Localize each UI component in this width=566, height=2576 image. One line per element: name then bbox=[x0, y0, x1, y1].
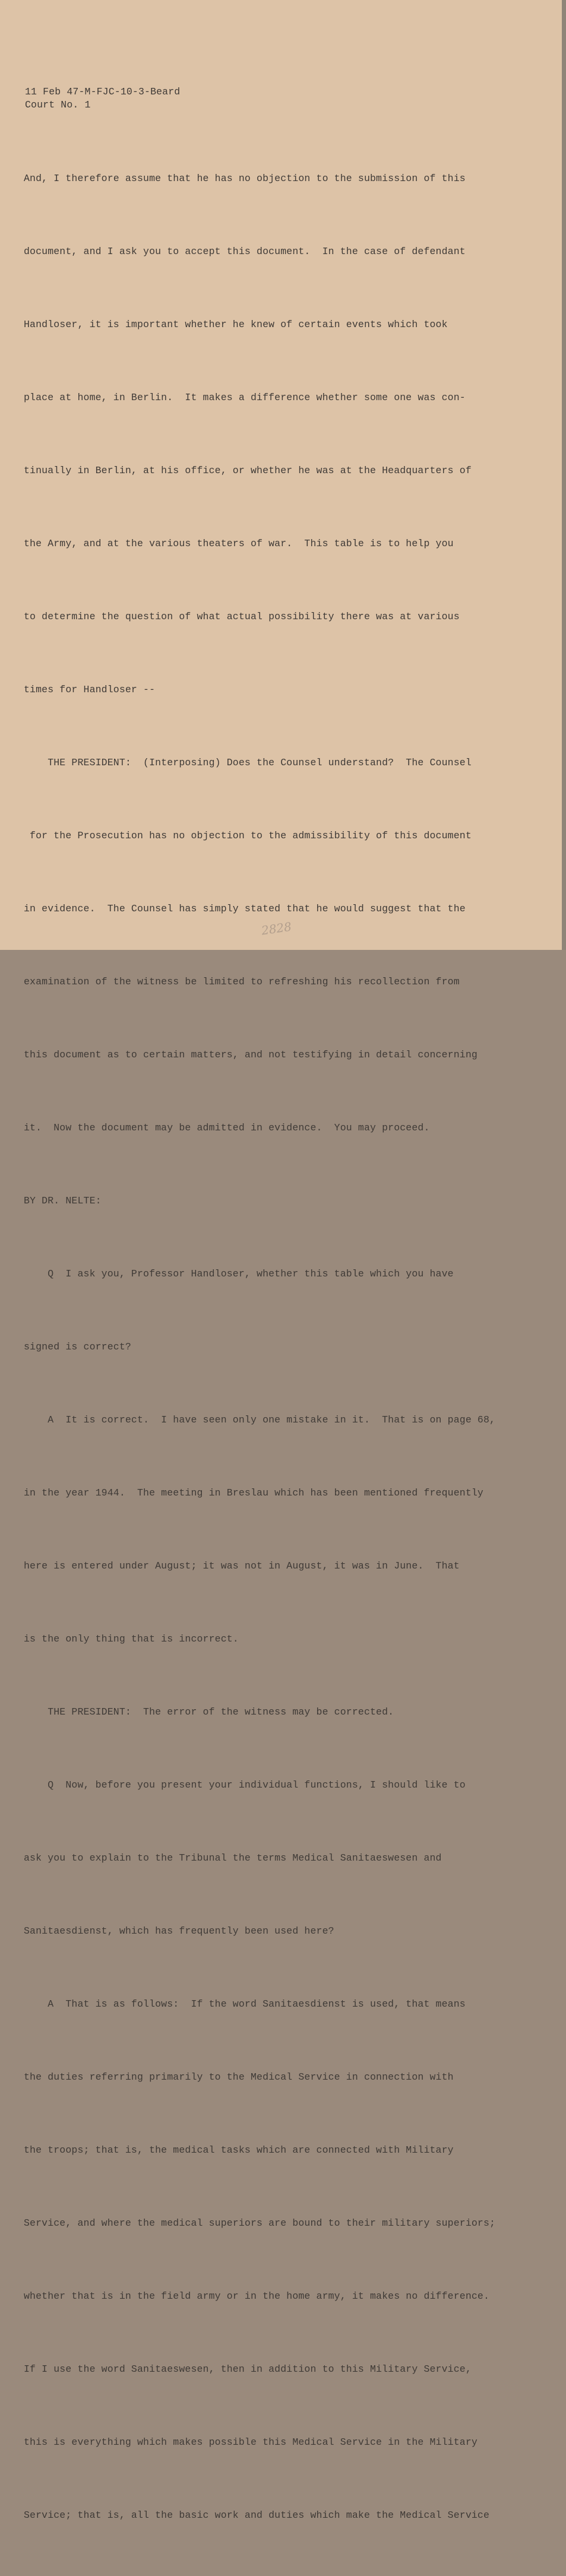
text-line: And, I therefore assume that he has no objection to the submission of this bbox=[24, 173, 466, 184]
text-line: If I use the word Sanitaeswesen, then in addition to this Military Service, bbox=[24, 2363, 472, 2375]
text-line: document, and I ask you to accept this document. In the case of defendant bbox=[24, 246, 466, 257]
text-line: this document as to certain matters, and not testifying in detail concerning bbox=[24, 1049, 478, 1060]
text-line: this is everything which makes possible this Medical Service in the Military bbox=[24, 2436, 478, 2448]
text-line: is the only thing that is incorrect. bbox=[24, 1633, 239, 1645]
text-line: BY DR. NELTE: bbox=[24, 1195, 102, 1206]
text-line: ask you to explain to the Tribunal the terms Medical Sanitaeswesen and bbox=[24, 1852, 442, 1864]
text-line: in the year 1944. The meeting in Breslau which has been mentioned frequently bbox=[24, 1487, 483, 1498]
text-line: Service, and where the medical superiors are bound to their military superiors; bbox=[24, 2217, 496, 2229]
page-edge bbox=[562, 0, 566, 950]
text-line: it. Now the document may be admitted in evidence. You may proceed. bbox=[24, 1122, 430, 1133]
text-line: signed is correct? bbox=[24, 1341, 131, 1352]
text-line: the duties referring primarily to the Medical Service in connection with bbox=[24, 2071, 454, 2083]
text-line: the troops; that is, the medical tasks which are connected with Military bbox=[24, 2144, 454, 2156]
text-line: examination of the witness be limited to refreshing his recollection from bbox=[24, 976, 460, 987]
header-line-2: Court No. 1 bbox=[25, 99, 91, 110]
header-line-1: 11 Feb 47-M-FJC-10-3-Beard bbox=[25, 86, 181, 97]
text-line: here is entered under August; it was not in August, it was in June. That bbox=[24, 1560, 460, 1571]
text-line: place at home, in Berlin. It makes a difference whether some one was con- bbox=[24, 392, 466, 403]
text-line: in evidence. The Counsel has simply stated that he would suggest that the bbox=[24, 903, 466, 914]
text-line: Q Now, before you present your individual functions, I should like to bbox=[24, 1779, 466, 1791]
text-line: THE PRESIDENT: The error of the witness may be corrected. bbox=[24, 1706, 394, 1718]
text-line: for the Prosecution has no objection to the admissibility of this document bbox=[24, 830, 472, 841]
text-line: to determine the question of what actual possibility there was at various bbox=[24, 611, 460, 622]
text-line: the Army, and at the various theaters of war. This table is to help you bbox=[24, 538, 454, 549]
text-line: whether that is in the field army or in the home army, it makes no difference. bbox=[24, 2290, 490, 2302]
text-line: THE PRESIDENT: (Interposing) Does the Counsel understand? The Counsel bbox=[24, 757, 472, 768]
document-header bbox=[25, 85, 180, 112]
text-line: times for Handloser -- bbox=[24, 684, 156, 695]
text-line: A That is as follows: If the word Sanitaesdienst is used, that means bbox=[24, 1998, 466, 2010]
handwritten-page-number: 2828 bbox=[260, 919, 293, 938]
text-line: Q I ask you, Professor Handloser, whether this table which you have bbox=[24, 1268, 454, 1279]
transcript-body bbox=[24, 118, 495, 2576]
text-line: Service; that is, all the basic work and duties which make the Medical Service bbox=[24, 2510, 490, 2521]
text-line: Handloser, it is important whether he knew of certain events which took bbox=[24, 319, 448, 330]
text-line: tinually in Berlin, at his office, or whether he was at the Headquarters of bbox=[24, 465, 472, 476]
text-line: A It is correct. I have seen only one mistake in it. That is on page 68, bbox=[24, 1414, 496, 1425]
text-line: Sanitaesdienst, which has frequently been used here? bbox=[24, 1925, 334, 1937]
